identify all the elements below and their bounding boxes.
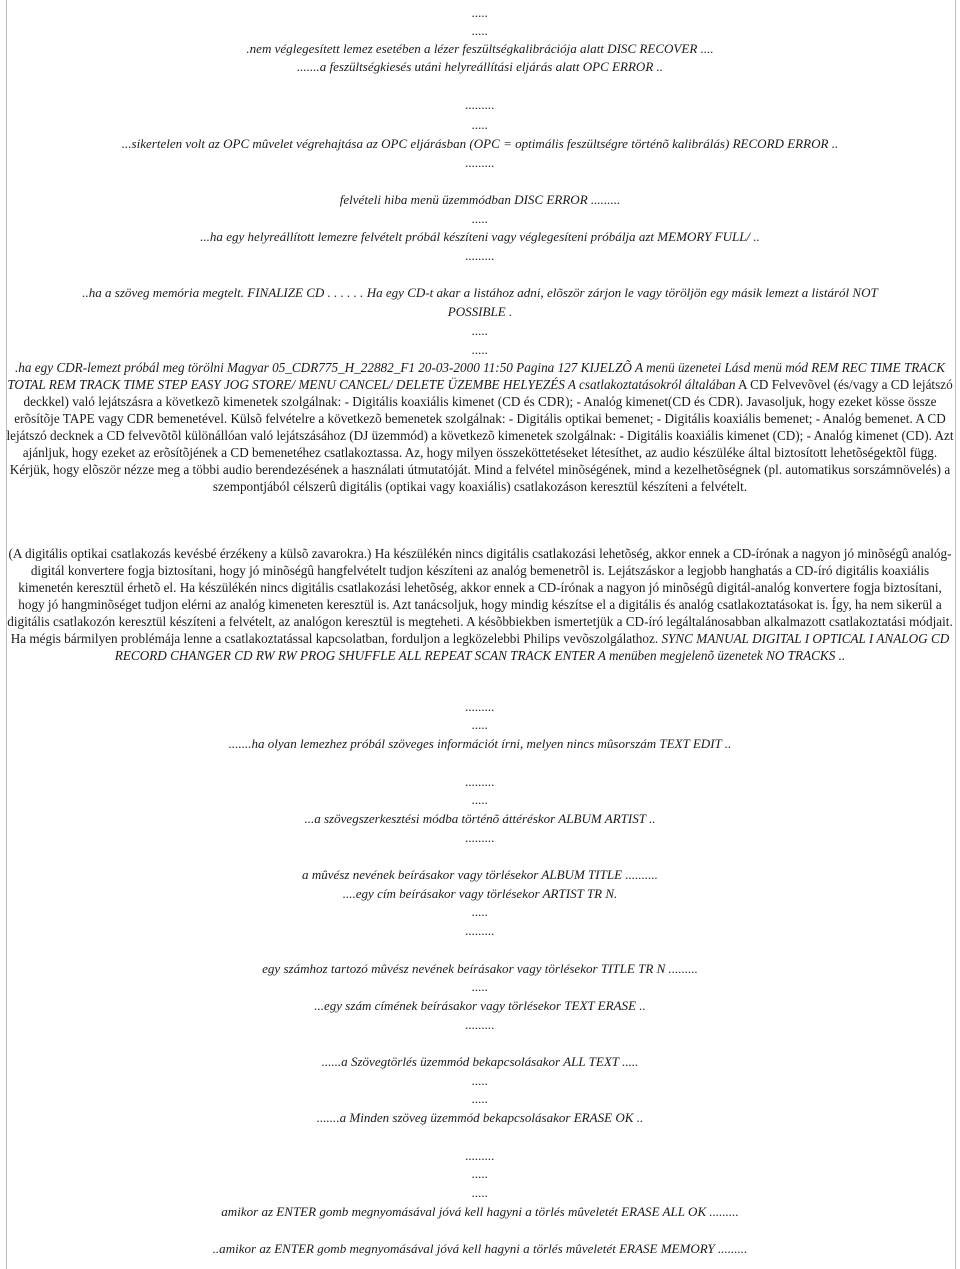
text-line: ..... [471,979,489,994]
text-line: ..... [471,23,489,38]
text-line: ......a Szövegtörlés üzemmód bekapcsolásakor ALL TEXT ..... [321,1054,639,1069]
text-line: .......a Minden szöveg üzemmód bekapcsolásakor ERASE OK .. [316,1110,644,1125]
text-line: ......... [465,248,495,263]
text-line: ..... [471,1185,489,1200]
text-line: ..... [471,1073,489,1088]
text-line: ..amikor az ENTER gomb megnyomásával jóvá kell hagyni a törlés mûveletét ERASE MEMORY ......... [212,1241,748,1256]
paragraph-display-and-connections [6,359,954,495]
text-line: ..... [471,1091,489,1106]
text-line: POSSIBLE . [447,304,513,319]
text-line: amikor az ENTER gomb megnyomásával jóvá kell hagyni a törlés mûveletét ERASE ALL OK ......... [221,1204,739,1219]
text-line: ..... [471,1166,489,1181]
text-line: ...egy szám címének beírásakor vagy törlésekor TEXT ERASE .. [314,998,646,1013]
text-line: ...sikertelen volt az OPC mûvelet végrehajtása az OPC eljárásban (OPC = optimális feszültségre történõ kalibrálás) RECORD ERROR .. [121,136,839,151]
text-line: ......... [465,830,495,845]
text-line: ..... [471,717,489,732]
text-line: ..... [471,5,489,20]
text-line: .nem véglegesített lemez esetében a lézer feszültségkalibrációja alatt DISC RECOVER .... [246,41,714,56]
text-line: ......... [465,923,495,938]
text-line: ......... [465,1148,495,1163]
text-line: ..... [471,792,489,807]
text-line: ..... [471,323,489,338]
text-line: a mûvész nevének beírásakor vagy törlésekor ALBUM TITLE .......... [302,867,658,882]
paragraph-italic-part: SYNC MANUAL DIGITAL I OPTICAL I ANALOG CD RECORD CHANGER CD RW RW PROG SHUFFLE ALL REPEAT SCAN TRACK ENTER A menüben megjelenõ üzenetek NO TRACKS .. [114,631,950,663]
text-line: ..... [471,211,489,226]
text-line: ..ha a szöveg memória megtelt. FINALIZE CD . . . . . . Ha egy CD-t akar a listához adni, elõször zárjon le vagy töröljön egy másik lemezt a listáról NOT [82,285,878,300]
text-line: .......ha olyan lemezhez próbál szöveges információt írni, melyen nincs mûsorszám TEXT EDIT .. [228,736,732,751]
text-line: ......... [465,97,495,112]
text-line: ..... [471,117,489,132]
text-line: .......a feszültségkiesés utáni helyreállítási eljárás alatt OPC ERROR .. [296,59,664,74]
text-line: ......... [465,1017,495,1032]
text-line: felvételi hiba menü üzemmódban DISC ERROR ......... [339,192,621,207]
paragraph-italic-part: .ha egy CDR-lemezt próbál meg törölni Magyar 05_CDR775_H_22882_F1 20-03-2000 11:50 Pagina 127 KIJELZÕ A menü üzenetei Lásd menü mód REM REC TIME TRACK TOTAL REM TRACK TIME STEP EASY JOG STORE/ MENU CANCEL/ DELETE ÜZEMBE HELYEZÉS A csatlakoztatásokról általában [7,360,945,392]
paragraph-upright-part: (A digitális optikai csatlakozás kevésbé érzékeny a külsõ zavarokra.) Ha készülékén nincs digitális csatlakozási lehetõség, akkor ennek a CD-írónak a nagyon jó minõségû analóg-digitál konvertere fogja biztosítani, hogy jó minõségû hangfelvételt tudjon készíteni az analóg bemenetrõl is. Lejátszáskor a legjobb hanghatás a CD-író digitális koaxiális kimenetén keresztül érhetõ el. Ha készülékén nincs digitális csatlakozási lehetõség, akkor ennek a CD-írónak a nagyon jó minõségû digitál-analóg konvertere fogja biztosítani, hogy jó hangminõséget tudjon elérni az analóg kimeneten keresztül is. Azt tanácsoljuk, hogy mindig készítse el a digitális és analóg csatlakoztatásokat is. Így, ha nem sikerül a digitális csatlakozón keresztül készíteni a felvételt, az analógon keresztül is megteheti. A késõbbiekben ismertetjük a CD-író legáltalánosabban alkalmazott csatlakoztatási módjait. Ha mégis bármilyen problémája lenne a csatlakoztatással kapcsolatban, forduljon a legközelebbi Philips vevõszolgálathoz. [7,546,953,646]
text-line: ......... [465,699,495,714]
paragraph-upright-part: A CD Felvevõvel (és/vagy a CD lejátszó deckkel) való lejátszásra a következõ kimenetek szolgálnak: - Digitális koaxiális kimenet (CD és CDR); - Analóg kimenet(CD és CDR). Javasoljuk, hogy ezeket kösse össze erõsítõje TAPE vagy CDR bemenetével. Külsõ felvételre a következõ bemenetek szolgálnak: - Digitális optikai bemenet; - Digitális koaxiális bemenet; - Analóg bemenet. A CD lejátszó decknek a CD felvevõtõl különállóan való lejátszásához (DJ üzemmód) a következõ kimenetek szolgálnak: - Digitális koaxiális kimenet (CD); - Analóg kimenet (CD). Azt ajánljuk, hogy ezeket az erõsítõjének a CD bemenetéhez csatlakoztassa. Az, hogy milyen összeköttetéseket létesíthet, az audio készüléke által biztosított lehetõségektõl függ. Kérjük, hogy elõször nézze meg a többi audio berendezésének a használati útmutatóját. Mind a felvétel minõségének, mind a kezelhetõségnek (pl. automatikus sorszámnövelés) a szempontjából célszerû digitális (optikai vagy koaxiális) csatlakozáson keresztül készíteni a felvételt. [6,377,954,494]
text-line: ...a szövegszerkesztési módba történõ áttéréskor ALBUM ARTIST .. [304,811,656,826]
text-line: ......... [465,155,495,170]
text-line: ..... [471,904,489,919]
text-line: ......... [465,774,495,789]
paragraph-connection-notes [6,545,954,664]
text-line: egy számhoz tartozó mûvész nevének beírásakor vagy törlésekor TITLE TR N ......... [262,961,698,976]
text-line: ...ha egy helyreállított lemezre felvételt próbál készíteni vagy véglegesíteni próbálja azt MEMORY FULL/ .. [200,229,760,244]
text-line: ..... [471,342,489,357]
text-line: ....egy cím beírásakor vagy törlésekor ARTIST TR N. [342,886,618,901]
